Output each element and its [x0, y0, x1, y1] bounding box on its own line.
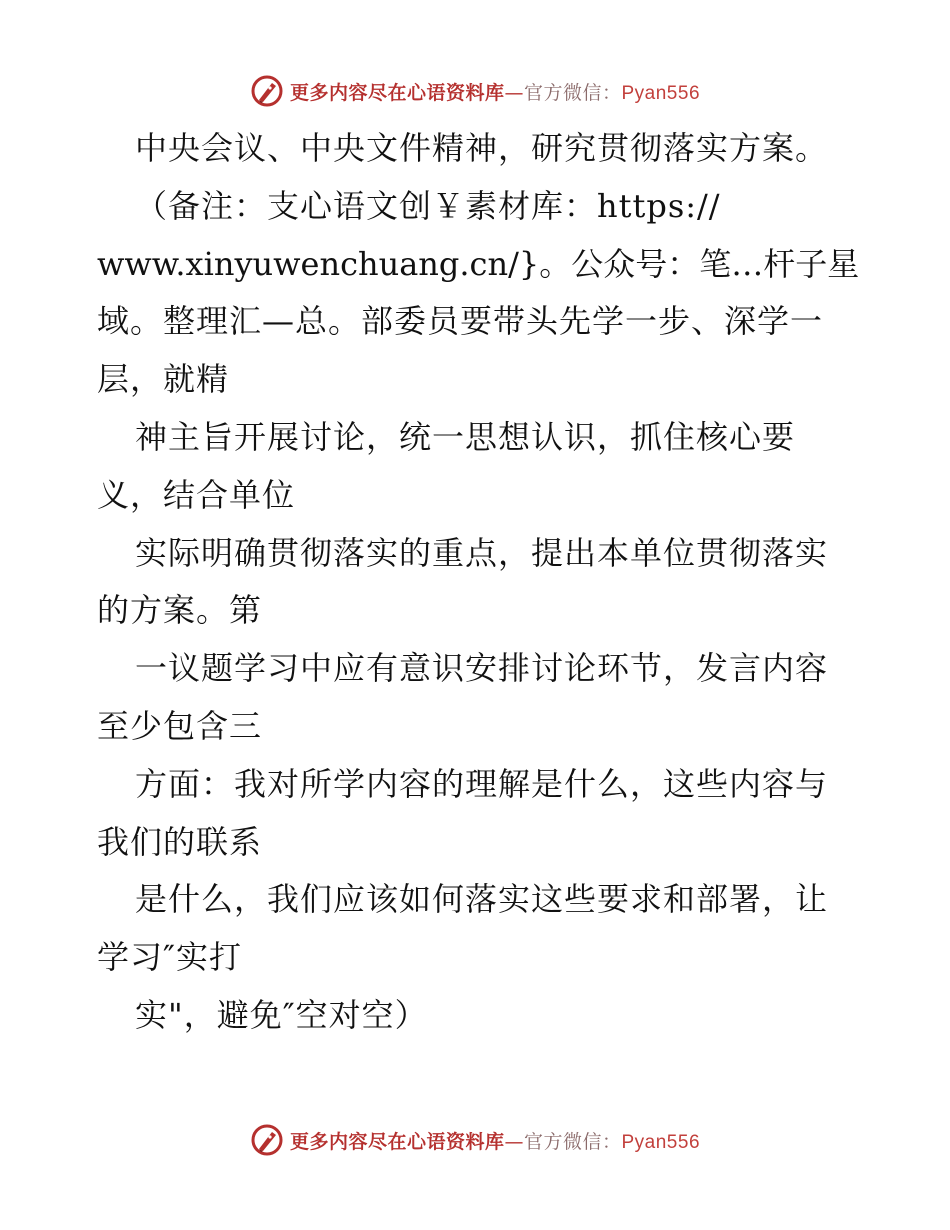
text-line: 至少包含三: [97, 706, 263, 745]
banner-handle: Pyan556: [621, 82, 701, 104]
header-banner: [0, 71, 950, 111]
banner-main-text: 更多内容尽在心语资料库: [289, 1130, 505, 1153]
banner-handle: Pyan556: [621, 1131, 701, 1153]
text-line: 是什么，我们应该如何落实这些要求和部署，让: [135, 880, 829, 919]
text-line: 实"，避免″空对空）: [135, 995, 428, 1034]
text-line: （备注：支心语文创￥素材库：https://: [135, 186, 721, 225]
banner-wechat-label: 官方微信：: [523, 1130, 622, 1153]
text-line: 中央会议、中央文件精神，研究贯彻落实方案。: [135, 129, 829, 167]
text-line: 的方案。第: [97, 591, 263, 630]
text-line: 一议题学习中应有意识安排讨论环节，发言内容: [135, 649, 829, 688]
banner-wechat-label: 官方微信：: [523, 81, 622, 104]
banner-text: [290, 1127, 700, 1154]
text-line: 实际明确贯彻落实的重点，提出本单位贯彻落实: [135, 533, 829, 572]
text-line: 我们的联系: [97, 822, 263, 861]
text-line: 学习″实打: [97, 938, 242, 977]
document-body: [97, 120, 860, 1045]
text-line: 域。整理汇—总。部委员要带头先学一步、深学一: [97, 302, 824, 341]
text-line: 方面：我对所学内容的理解是什么，这些内容与: [135, 764, 829, 803]
banner-text: [290, 78, 700, 105]
text-line: 层，就精: [97, 360, 230, 399]
banner-main-text: 更多内容尽在心语资料库: [289, 81, 505, 104]
footer-banner: [0, 1120, 950, 1160]
text-line: www.xinyuwenchuang.cn/}。公众号：笔…杆子星: [97, 244, 860, 283]
banner-dash: —: [504, 81, 524, 104]
text-line: 神主旨开展讨论，统一思想认识，抓住核心要: [135, 417, 796, 456]
pen-circle-icon: [250, 1123, 284, 1157]
text-line: 义，结合单位: [97, 475, 296, 514]
banner-dash: —: [504, 1130, 524, 1153]
pen-circle-icon: [250, 74, 284, 108]
